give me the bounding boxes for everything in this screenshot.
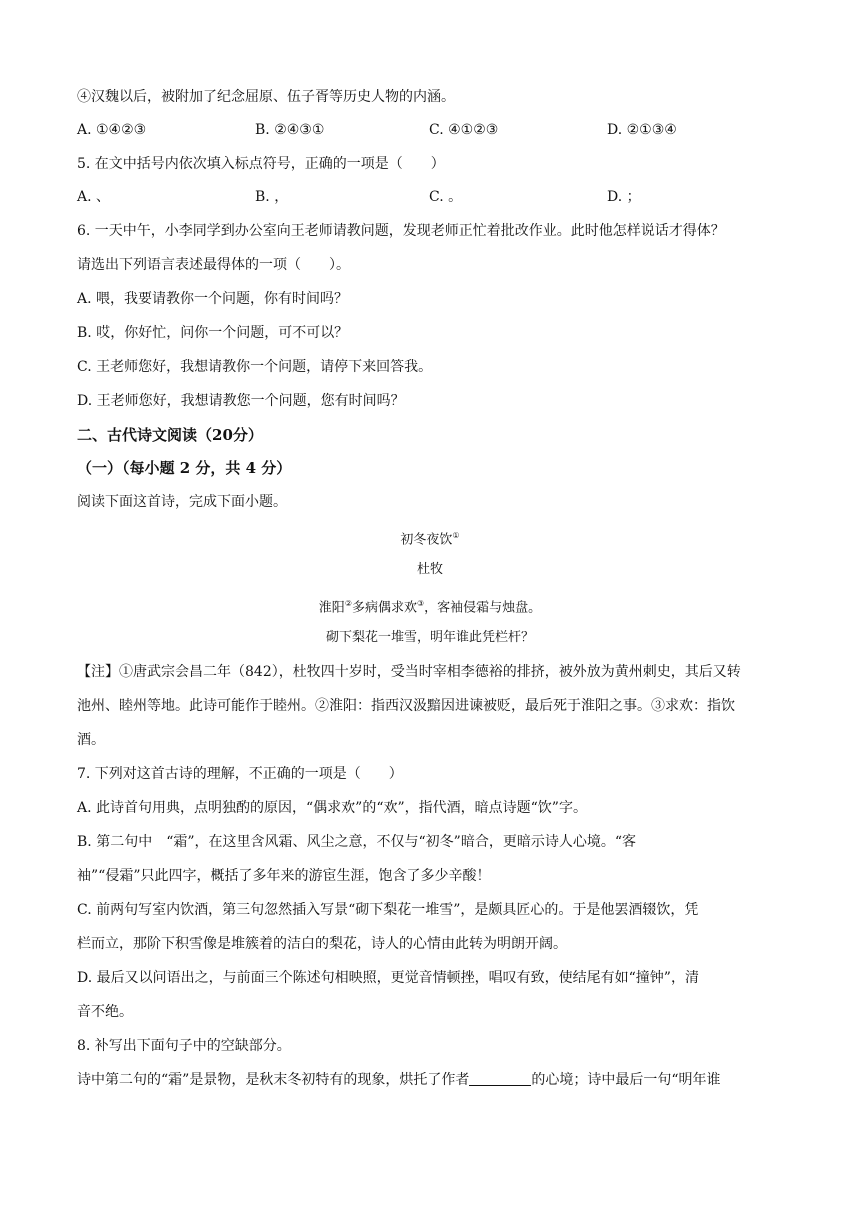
notes-line-3: 酒。 (77, 732, 105, 748)
q7-option-a: A. 此诗首句用典，点明独酌的原因，“偶求欢”的“欢”，指代酒，暗点诗题“饮”字。 (77, 800, 587, 816)
q6-option-a: A. 喂，我要请教你一个问题，你有时间吗？ (77, 291, 349, 307)
poem-line-1 (0, 594, 860, 614)
q7-stem: 7. 下列对这首古诗的理解，不正确的一项是（ ） (77, 766, 403, 782)
q7-option-c-line1: C. 前两句写室内饮酒，第三句忽然插入写景“砌下梨花一堆雪”，是颇具匠心的。于是他罢酒辍饮，凭 (77, 902, 699, 918)
notes-line-1: 【注】①唐武宗会昌二年（842），杜牧四十岁时，受当时宰相李德裕的排挤，被外放为黄州刺史，其后又转 (77, 664, 741, 680)
subsection-heading: （一）（每小题 2 分，共 4 分） (77, 459, 292, 477)
q4-item4: ④汉魏以后，被附加了纪念屈原、伍子胥等历史人物的内涵。 (77, 89, 455, 105)
q7-option-d-line1: D. 最后又以问语出之，与前面三个陈述句相映照，更觉音情顿挫，唱叹有致，使结尾有如“撞钟”，清 (77, 970, 699, 986)
q4-option-c: C. ④①②③ (429, 122, 499, 138)
q5-stem: 5. 在文中括号内依次填入标点符号，正确的一项是（ ） (77, 156, 445, 172)
poem-title-note: ① (452, 531, 460, 540)
q6-option-c: C. 王老师您好，我想请教你一个问题，请停下来回答我。 (77, 359, 433, 375)
q8-text-part-b: 的心境；诗中最后一句“明年谁 (531, 1072, 721, 1088)
q7-option-b-line1: B. 第二句中 “霜”，在这里含风霜、风尘之意，不仅与“初冬”暗合，更暗示诗人心境。“客 (77, 834, 636, 850)
reading-instruction: 阅读下面这首诗，完成下面小题。 (77, 494, 287, 510)
q7-option-c-line2: 栏而立，那阶下积雪像是堆簇着的洁白的梨花，诗人的心情由此转为明朗开阔。 (77, 936, 567, 952)
poem-line1-part-b: 多病偶求欢 (351, 600, 417, 616)
q7-option-b-line2: 袖”“侵霜”只此四字，概括了多年来的游宦生涯，饱含了多少辛酸！ (77, 868, 491, 884)
q5-option-d: D. ； (607, 189, 641, 205)
q5-option-b: B. ， (255, 189, 289, 205)
q5-options (77, 187, 797, 207)
q8-text (77, 1070, 721, 1090)
q6-option-d: D. 王老师您好，我想请教您一个问题，您有时间吗？ (77, 393, 405, 409)
notes-line-2: 池州、睦州等地。此诗可能作于睦州。②淮阳：指西汉汲黯因进谏被贬，最后死于淮阳之事。③求欢：指饮 (77, 698, 735, 714)
poem-line1-part-a: 淮阳 (318, 600, 345, 616)
poem-line-2: 砌下梨花一堆雪，明年谁此凭栏杆？ (325, 630, 534, 645)
q8-answer-blank[interactable] (469, 1071, 531, 1086)
q4-option-b: B. ②④③① (255, 122, 325, 138)
q6-stem-line1: 6. 一天中午，小李同学到办公室向王老师请教问题，发现老师正忙着批改作业。此时他怎样说话才得体？ (77, 223, 725, 239)
q4-option-d: D. ②①③④ (607, 122, 677, 138)
q4-option-a: A. ①④②③ (77, 122, 147, 138)
poem-title (0, 526, 860, 546)
section-heading: 二、古代诗文阅读（20分） (77, 426, 263, 444)
poem-title-text: 初冬夜饮 (400, 532, 453, 548)
q6-stem-line2: 请选出下列语言表述最得体的一项（ ）。 (77, 257, 350, 273)
q8-stem: 8. 补写出下面句子中的空缺部分。 (77, 1038, 291, 1054)
poem-line1-part-c: ，客袖侵霜与烛盘。 (424, 600, 542, 616)
poem-author: 杜牧 (416, 562, 443, 577)
q8-text-part-a: 诗中第二句的“霜”是景物，是秋末冬初特有的现象，烘托了作者 (77, 1072, 470, 1088)
q6-option-b: B. 哎，你好忙，问你一个问题，可不可以？ (77, 325, 349, 341)
q5-option-c: C. 。 (429, 189, 463, 205)
poem-line1-note-a: ② (344, 599, 352, 608)
q7-option-d-line2: 音不绝。 (77, 1004, 133, 1020)
poem-line1-note-b: ③ (417, 599, 425, 608)
q4-options (77, 120, 797, 140)
q5-option-a: A. 、 (77, 189, 111, 205)
